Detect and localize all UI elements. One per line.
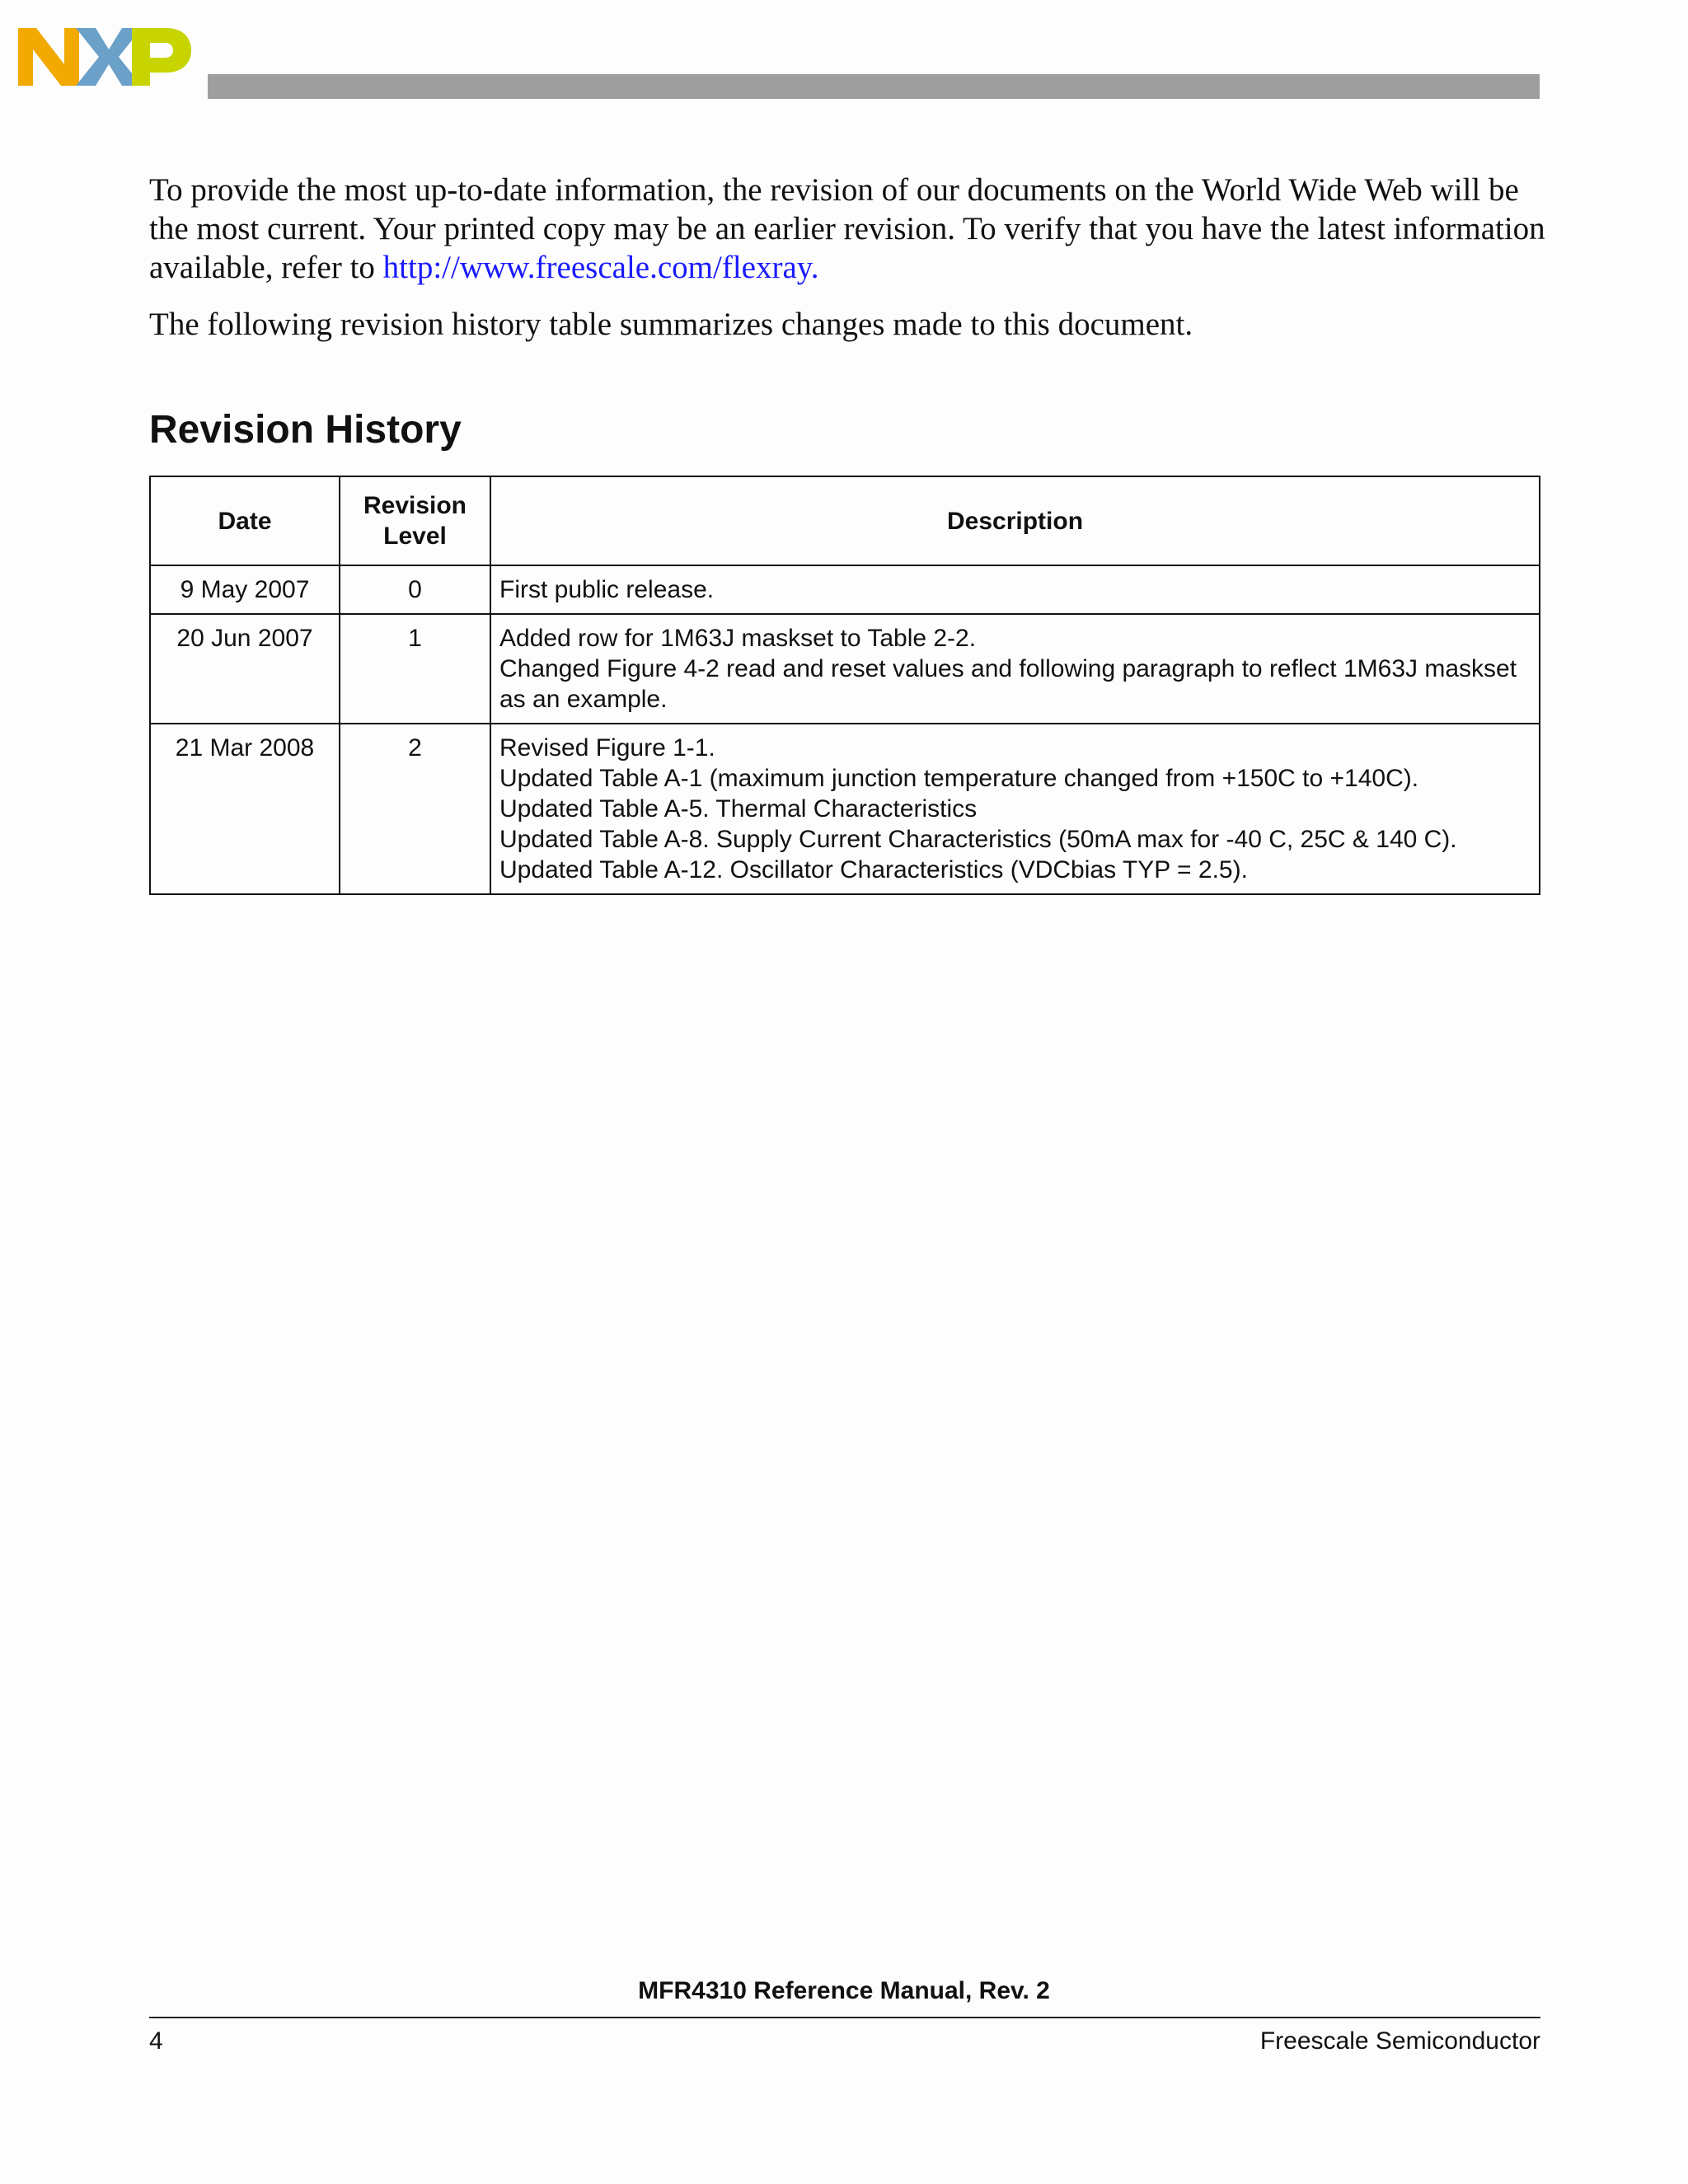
header-bar [208,74,1540,99]
intro-text [149,171,1550,344]
page-number: 4 [149,2027,163,2055]
nxp-logo [18,21,191,89]
description-line: Updated Table A-8. Supply Current Characteristics (50mA max for -40 C, 25C & 140 C). [499,826,1457,853]
description-line: Changed Figure 4-2 read and reset values and following paragraph to reflect 1M63J maskset [499,655,1517,682]
row-description [490,614,1540,724]
description-line: Added row for 1M63J maskset to Table 2-2. [499,625,977,652]
table-row [150,724,1540,894]
header-revision-level [340,476,490,565]
footer-company: Freescale Semiconductor [1259,2027,1540,2055]
description-line: Updated Table A-1 (maximum junction temperature changed from +150C to +140C). [499,765,1419,792]
intro-paragraph [149,171,1550,287]
row-level: 1 [340,614,490,724]
footer-manual-title: MFR4310 Reference Manual, Rev. 2 [638,1977,1050,2004]
summary-paragraph: The following revision history table summarizes changes made to this document. [149,307,1193,342]
section-title: Revision History [149,408,462,452]
footer-rule [149,2017,1540,2018]
header-revision-line1: Revision [363,492,467,519]
row-level: 2 [340,724,490,894]
header-date: Date [150,476,340,565]
description-line: First public release. [499,576,715,603]
row-level: 0 [340,565,490,614]
logo-n-shape [18,28,79,86]
row-date: 21 Mar 2008 [150,724,340,894]
intro-text-span: To provide the most up-to-date information, the revision of our documents on the World Wide Web will be the most current. Your printed copy may be an earlier revision. To verify that you have the latest information available, refer to [149,172,1545,285]
header-revision-line2: Level [383,523,447,550]
table-row [150,614,1540,724]
row-date: 9 May 2007 [150,565,340,614]
row-description [490,724,1540,894]
row-date: 20 Jun 2007 [150,614,340,724]
description-line: as an example. [499,686,668,713]
table-header-row [150,476,1540,565]
flexray-link[interactable]: http://www.freescale.com/flexray. [382,250,819,285]
revision-history-table [149,476,1540,895]
logo-p-shape [132,28,191,86]
description-line: Updated Table A-5. Thermal Characteristics [499,795,978,823]
description-line: Updated Table A-12. Oscillator Characteristics (VDCbias TYP = 2.5). [499,856,1248,883]
table-row [150,565,1540,614]
row-description [490,565,1540,614]
header-description: Description [490,476,1540,565]
description-line: Revised Figure 1-1. [499,734,715,762]
